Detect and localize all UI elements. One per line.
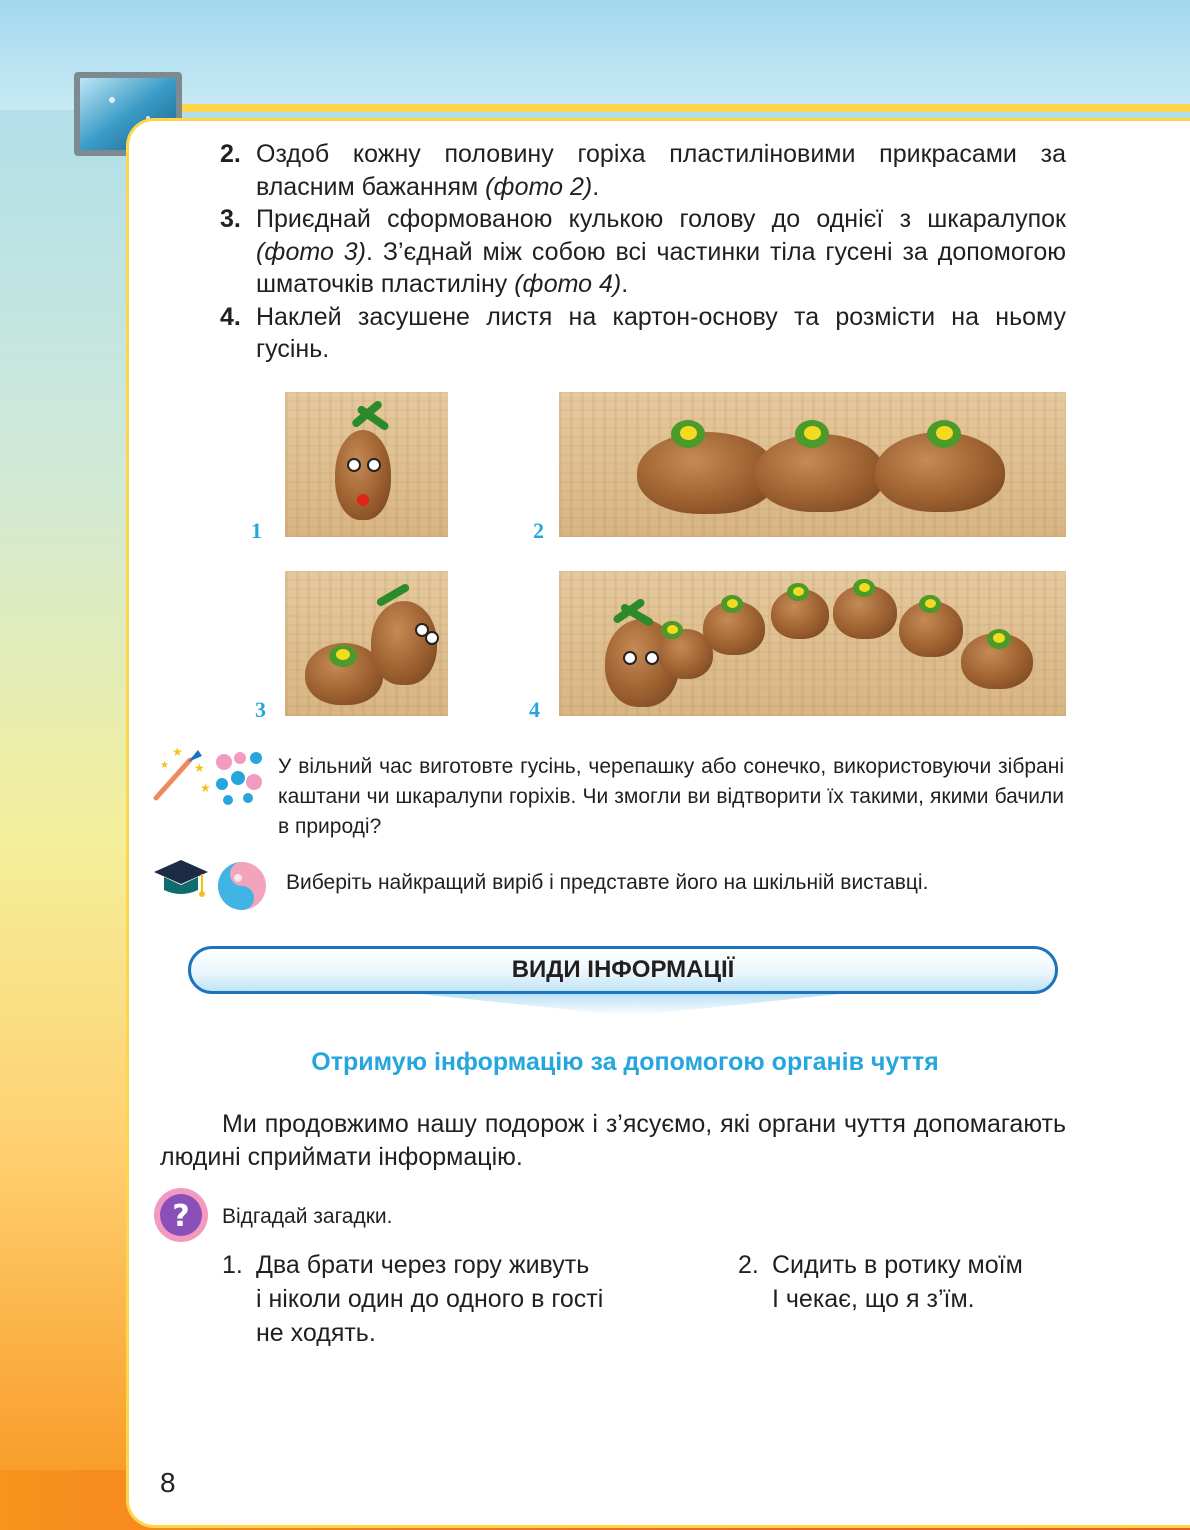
photo-2 — [559, 392, 1066, 537]
riddle-line: І чекає, що я з’їм. — [772, 1285, 975, 1313]
photo-label-1: 1 — [251, 518, 262, 543]
intro-paragraph: Ми продовжимо нашу подорож і з’ясуємо, які органи чуття допомагають людині сприймати інформацію. — [160, 1110, 1066, 1171]
step-text: . З’єднай між собою всі частинки тіла гусені за допомогою шматочків пластиліну — [256, 237, 1066, 298]
question-icon — [152, 1186, 210, 1244]
riddle-1 — [222, 1248, 702, 1350]
craft-note: У вільний час виготовте гусінь, черепашку або сонечко, використовуючи зібрані каштани чи шкаралупи горіхів. Чи змогли ви відтворити їх такими, якими бачили в природі? — [278, 755, 1064, 838]
instruction-steps — [220, 138, 1066, 366]
step-3: 3. Приєднай сформованою кулькою голову до однієї з шкаралупок (фото 3). З’єднай між собою всі частинки тіла гусені за допомогою шматочків пластиліну (фото 4). — [220, 203, 1066, 301]
step-text: Оздоб кожну половину горіха пластиліновими прикрасами за власним бажанням — [256, 140, 1066, 201]
paintbrush-icon — [150, 742, 212, 804]
svg-text:?: ? — [172, 1199, 190, 1234]
section-subtitle: Отримую інформацію за допомогою органів чуття — [311, 1048, 939, 1076]
svg-text:★: ★ — [172, 745, 183, 759]
exhibition-note: Виберіть найкращий виріб і представте його на шкільній виставці. — [286, 871, 929, 894]
svg-text:★: ★ — [200, 781, 211, 795]
yin-yang-icon — [216, 860, 268, 912]
riddle-line: Два брати через гору живуть — [256, 1251, 590, 1279]
step-text: Приєднай сформованою кулькою голову до однієї з шкаралупок — [256, 205, 1066, 233]
yellow-rule — [110, 104, 1190, 112]
photo-ref: (фото 2) — [485, 172, 593, 201]
graduation-cap-icon — [152, 858, 210, 900]
riddle-2 — [738, 1248, 1078, 1316]
puzzle-icon — [208, 748, 268, 806]
task-text: Відгадай загадки. — [222, 1205, 393, 1228]
riddle-number: 2. — [738, 1251, 759, 1279]
svg-text:★: ★ — [194, 761, 205, 775]
step-2: 2. Оздоб кожну половину горіха пластиліновими прикрасами за власним бажанням (фото 2). — [220, 138, 1066, 203]
photo-ref: (фото 3) — [256, 237, 367, 266]
step-number: 3. — [220, 205, 241, 233]
photo-label-4: 4 — [529, 697, 540, 722]
photo-3 — [285, 571, 448, 716]
page-number: 8 — [160, 1467, 176, 1498]
svg-text:★: ★ — [160, 760, 169, 771]
step-number: 2. — [220, 140, 241, 168]
photo-label-3: 3 — [255, 697, 266, 722]
section-title: ВИДИ ІНФОРМАЦІЇ — [511, 956, 735, 983]
step-number: 4. — [220, 302, 241, 331]
photo-4 — [559, 571, 1066, 716]
riddle-line: не ходять. — [256, 1319, 376, 1347]
photo-ref: (фото 4) — [514, 270, 622, 298]
riddle-line: і ніколи один до одного в гості — [256, 1285, 604, 1313]
photo-label-2: 2 — [533, 518, 544, 543]
step-4 — [220, 301, 1066, 366]
riddle-number: 1. — [222, 1251, 243, 1279]
section-title-box — [188, 946, 1058, 994]
riddle-line: Сидить в ротику моїм — [772, 1251, 1023, 1279]
step-text: Наклей засушене листя на картон-основу та розмісти на ньому гусінь. — [256, 302, 1066, 363]
photo-1 — [285, 392, 448, 537]
